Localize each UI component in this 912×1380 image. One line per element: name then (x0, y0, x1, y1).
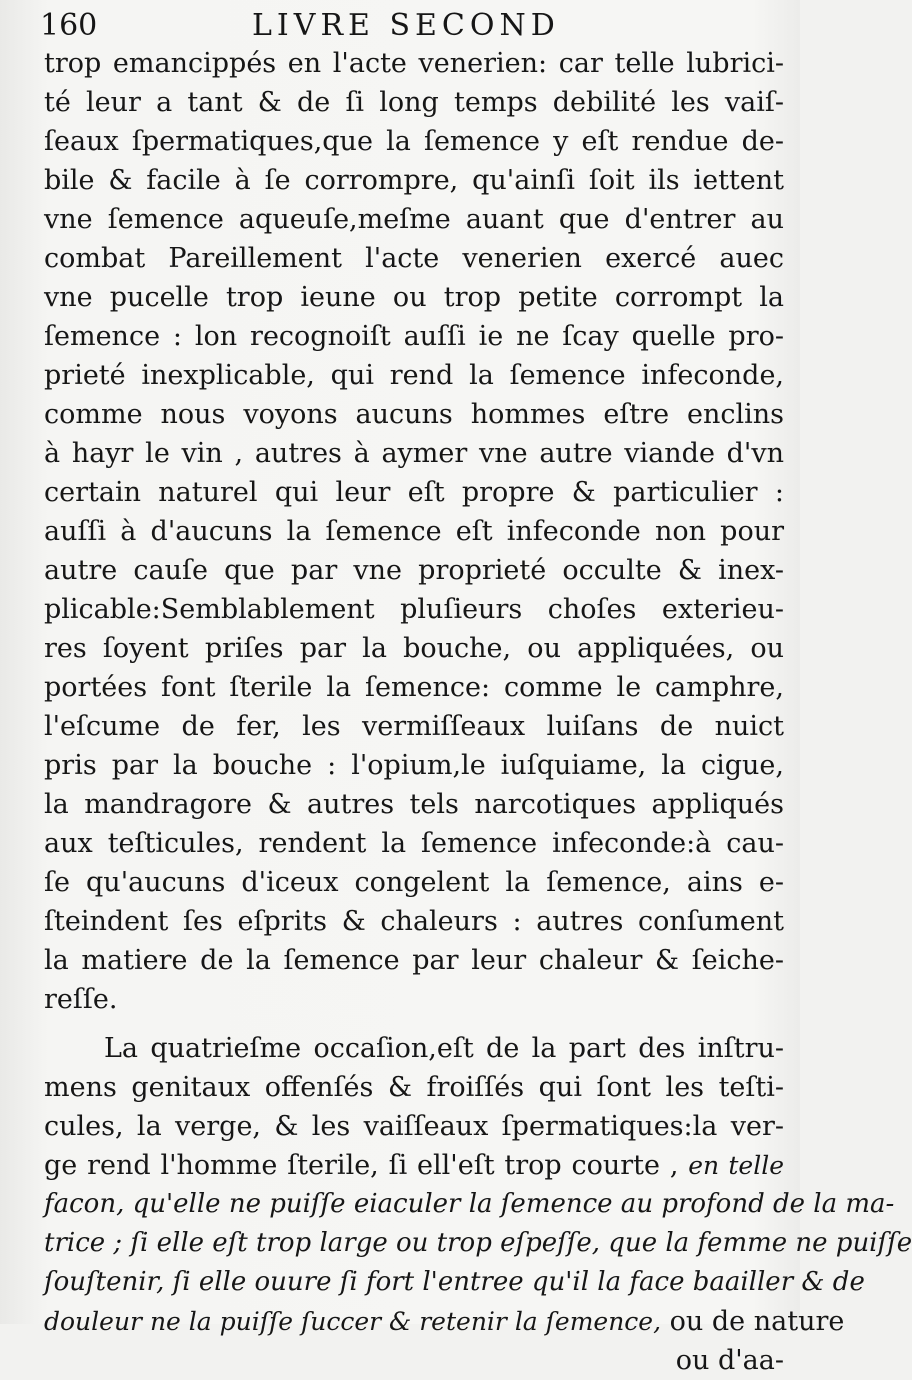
text-line: ſe qu'aucuns d'iceux congelent la ſemence, ains e- (44, 867, 784, 898)
text-line: cules, la verge, & les vaiſſeaux ſpermatiques:la ver- (44, 1111, 784, 1142)
text-line: autre cauſe que par vne proprieté occulte & inex- (44, 555, 784, 586)
text-line: mens genitaux offenſés & froiſſés qui ſont les teſti- (44, 1072, 784, 1103)
text-line: portées font ſterile la ſemence: comme le camphre, (44, 672, 784, 703)
text-line: res ſoyent priſes par la bouche, ou appliquées, ou (44, 633, 784, 664)
text-line: à hayr le vin , autres à aymer vne autre viande d'vn (44, 438, 784, 469)
text-line: té leur a tant & de ſi long temps debilité les vaiſ- (44, 87, 784, 118)
text-line: ſouſtenir, ſi elle ouure ſi fort l'entree qu'il la face baailler & de (44, 1267, 865, 1297)
paragraph-2 (44, 1029, 784, 1146)
text-line: plicable:Semblablement pluſieurs choſes exterieu- (44, 594, 784, 625)
paragraph-1 (44, 44, 784, 1019)
italic-passage (44, 1185, 912, 1302)
text-line (44, 1302, 845, 1341)
text-line: la mandragore & autres tels narcotiques appliqués (44, 789, 784, 820)
running-head: LIVRE SECOND (252, 8, 560, 43)
text-line: vne ſemence aqueuſe,meſme auant que d'entrer au (44, 204, 784, 235)
text-line: la matiere de la ſemence par leur chaleur & ſeiche- (44, 945, 784, 976)
text-line: comme nous voyons aucuns hommes eſtre enclins (44, 399, 784, 430)
text-line (44, 1146, 784, 1185)
text-line: ſemence : lon recognoiſt auſſi ie ne ſcay quelle pro- (44, 321, 784, 352)
text-line: facon, qu'elle ne puiſſe eiaculer la ſemence au profond de la ma- (44, 1189, 895, 1219)
page-header (40, 8, 780, 44)
text-line: aux teſticules, rendent la ſemence infeconde:à cau- (44, 828, 784, 859)
line-33-italic: douleur ne la puiſſe ſuccer & retenir la ſemence, (44, 1307, 662, 1336)
text-line: ſteindent ſes eſprits & chaleurs : autres conſument (44, 906, 784, 937)
text-line: trice ; ſi elle eſt trop large ou trop eſpeſſe, que la femme ne puiſſe (44, 1228, 912, 1258)
text-line: combat Pareillement l'acte venerien exercé auec (44, 243, 784, 274)
text-line: pris par la bouche : l'opium,le iuſquiame, la cigue, (44, 750, 784, 781)
text-line: reſſe. (44, 984, 118, 1015)
text-line: auſſi à d'aucuns la ſemence eſt infeconde non pour (44, 516, 784, 547)
catchword: ou d'aa- (675, 1345, 784, 1376)
text-line: prieté inexplicable, qui rend la ſemence infeconde, (44, 360, 784, 391)
text-line: ſeaux ſpermatiques,que la ſemence y eſt rendue de- (44, 126, 784, 157)
text-line: certain naturel qui leur eſt propre & particulier : (44, 477, 784, 508)
text-block (44, 44, 912, 1380)
line-29-roman: ge rend l'homme ſterile, ſi ell'eſt trop courte , (44, 1150, 679, 1181)
catchword-line (44, 1341, 784, 1380)
line-33-roman: ou de nature (669, 1306, 845, 1337)
page-number: 160 (40, 8, 98, 43)
text-line: l'eſcume de fer, les vermiſſeaux luiſans de nuict (44, 711, 784, 742)
text-line: trop emancippés en l'acte venerien: car telle lubrici- (44, 48, 784, 79)
text-line: vne pucelle trop ieune ou trop petite corrompt la (44, 282, 784, 313)
text-line: bile & facile à ſe corrompre, qu'ainſi ſoit ils iettent (44, 165, 784, 196)
line-29-italic: en telle (688, 1151, 784, 1180)
text-line: La quatrieſme occaſion,eſt de la part des inſtru- (104, 1033, 784, 1064)
